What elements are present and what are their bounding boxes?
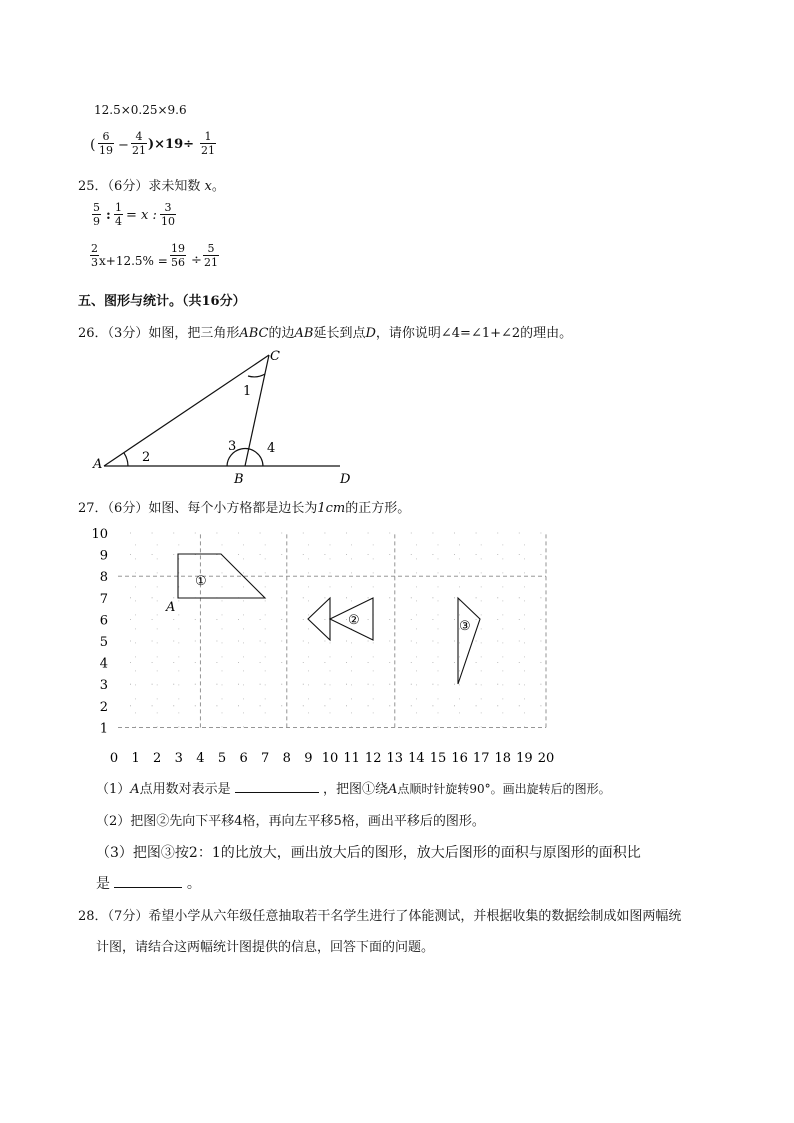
x-tick-label: 12 (364, 751, 382, 766)
q26-text-4: ，请你说明∠4=∠1+∠2的理由。 (375, 326, 573, 341)
q27-1-A2: A (387, 782, 398, 797)
section-5-heading: 五、图形与统计。（共16分） (78, 294, 246, 309)
q27-text-1: 27．（6分）如图、每个小方格都是边长为 (78, 501, 318, 516)
fraction-19-56: $\frac{19}{56}$ (171, 242, 185, 269)
point-A-label: A (166, 600, 176, 615)
question-27-3-line-2 (96, 873, 201, 893)
shape-1-label: ① (195, 574, 207, 589)
equation-1-middle: = x : (126, 208, 157, 223)
label-C: C (270, 349, 280, 364)
x-tick-label: 17 (472, 751, 490, 766)
question-27-1 (96, 778, 611, 797)
open-paren: ( (90, 137, 96, 153)
angle-label-4: 4 (267, 441, 276, 456)
q26-text-3: 延长到点 (313, 326, 366, 341)
x-tick-label: 1 (131, 751, 140, 766)
question-28-line-2: 计图，请结合这两幅统计图提供的信息，回答下面的问题。 (96, 940, 435, 955)
x-tick-label: 20 (537, 751, 555, 766)
fraction-6-19: $\frac{6}{19}$ (99, 130, 113, 157)
y-tick-label: 2 (99, 699, 108, 715)
label-D: D (340, 472, 351, 487)
y-tick-label: 3 (99, 678, 108, 694)
colon: : (106, 208, 111, 223)
q27-1-text-2: ，把图①绕 (322, 782, 388, 797)
question-27-3-line-1: （3）把图③按2：1的比放大，画出放大后的图形，放大后图形的面积与原图形的面积比 (96, 845, 641, 861)
expression-rest: )×19÷ (148, 137, 195, 152)
x-tick-label: 0 (109, 751, 119, 766)
expression-1: 12.5×0.25×9.6 (94, 103, 187, 117)
q27-text-2: 的正方形。 (345, 501, 411, 516)
q27-1-prefix: （1） (96, 782, 131, 797)
x-tick-label: 15 (429, 751, 447, 766)
x-tick-label: 18 (494, 751, 512, 766)
y-tick-label: 5 (99, 635, 108, 650)
q27-1-text-3: 点顺时针旋转90°。画出旋转后的图形。 (397, 782, 611, 796)
y-tick-label: 6 (99, 613, 108, 629)
q26-d: D (365, 326, 376, 341)
question-25-end: 。 (211, 179, 225, 194)
x-tick-label: 13 (386, 751, 404, 766)
label-A: A (93, 457, 103, 472)
y-tick-label: 1 (99, 721, 108, 737)
answer-blank-1[interactable] (235, 780, 319, 793)
x-tick-label: 2 (153, 751, 162, 766)
question-25-stem: 25．（6分）求未知数 (78, 179, 201, 194)
angle-label-1: 1 (243, 384, 252, 399)
x-tick-label: 8 (282, 751, 291, 766)
q26-text-1: 26．（3分）如图，把三角形 (78, 326, 240, 341)
shape-3-label: ③ (459, 619, 471, 634)
fraction-5-21: $\frac{5}{21}$ (204, 242, 218, 269)
x-tick-label: 19 (516, 751, 533, 766)
q26-text-2: 的边 (268, 326, 295, 341)
x-tick-label: 9 (304, 751, 313, 766)
x-tick-label: 10 (321, 751, 339, 766)
y-tick-label: 9 (99, 548, 108, 564)
x-tick-label: 7 (261, 751, 270, 766)
q27-1-text: 点用数对表示是 (139, 782, 231, 797)
minus-sign: − (118, 138, 129, 153)
shape-2-small-triangle (308, 598, 330, 640)
x-tick-label: 4 (196, 751, 205, 766)
angle-label-2: 2 (142, 450, 151, 465)
y-tick-label: 7 (99, 591, 108, 607)
y-tick-label: 10 (91, 527, 108, 542)
angle-label-3: 3 (228, 439, 237, 454)
x-tick-label: 6 (239, 751, 248, 766)
y-tick-label: 8 (99, 570, 108, 586)
x-tick-label: 3 (174, 751, 183, 766)
label-B: B (234, 472, 244, 487)
shape-3-triangle (458, 598, 480, 684)
fraction-3-10: $\frac{3}{10}$ (161, 201, 175, 228)
answer-blank-2[interactable] (114, 875, 182, 888)
q26-ab: AB (294, 326, 314, 341)
q26-abc: ABC (239, 326, 269, 341)
question-28-line-1: 28．（7分）希望小学从六年级任意抽取若干名学生进行了体能测试，并根据收集的数据绘制成如图两幅统 (78, 909, 682, 924)
x-tick-label: 16 (451, 751, 468, 766)
fraction-2-3: $\frac{2}{3}$ (91, 242, 98, 269)
q27-3-prefix: 是 (96, 876, 110, 892)
y-tick-label: 4 (99, 656, 108, 672)
fraction-4-21: $\frac{4}{21}$ (132, 130, 146, 157)
x-tick-label: 14 (408, 751, 425, 766)
question-27-2: （2）把图②先向下平移4格，再向左平移5格，画出平移后的图形。 (96, 814, 485, 829)
divide-sign: ÷ (191, 253, 202, 268)
variable-x: x (204, 179, 212, 194)
x-tick-label: 5 (217, 751, 227, 766)
equation-2-middle: x+12.5% = (99, 254, 168, 268)
fraction-1-4: $\frac{1}{4}$ (115, 201, 122, 228)
x-tick-label: 11 (343, 751, 360, 766)
q27-1-A: A (130, 782, 140, 797)
shape-2-label: ② (348, 613, 360, 628)
fraction-1-21: $\frac{1}{21}$ (201, 130, 215, 157)
fraction-5-9: $\frac{5}{9}$ (93, 201, 100, 228)
q27-3-end: 。 (186, 876, 201, 892)
q27-unit: 1cm (317, 501, 346, 516)
